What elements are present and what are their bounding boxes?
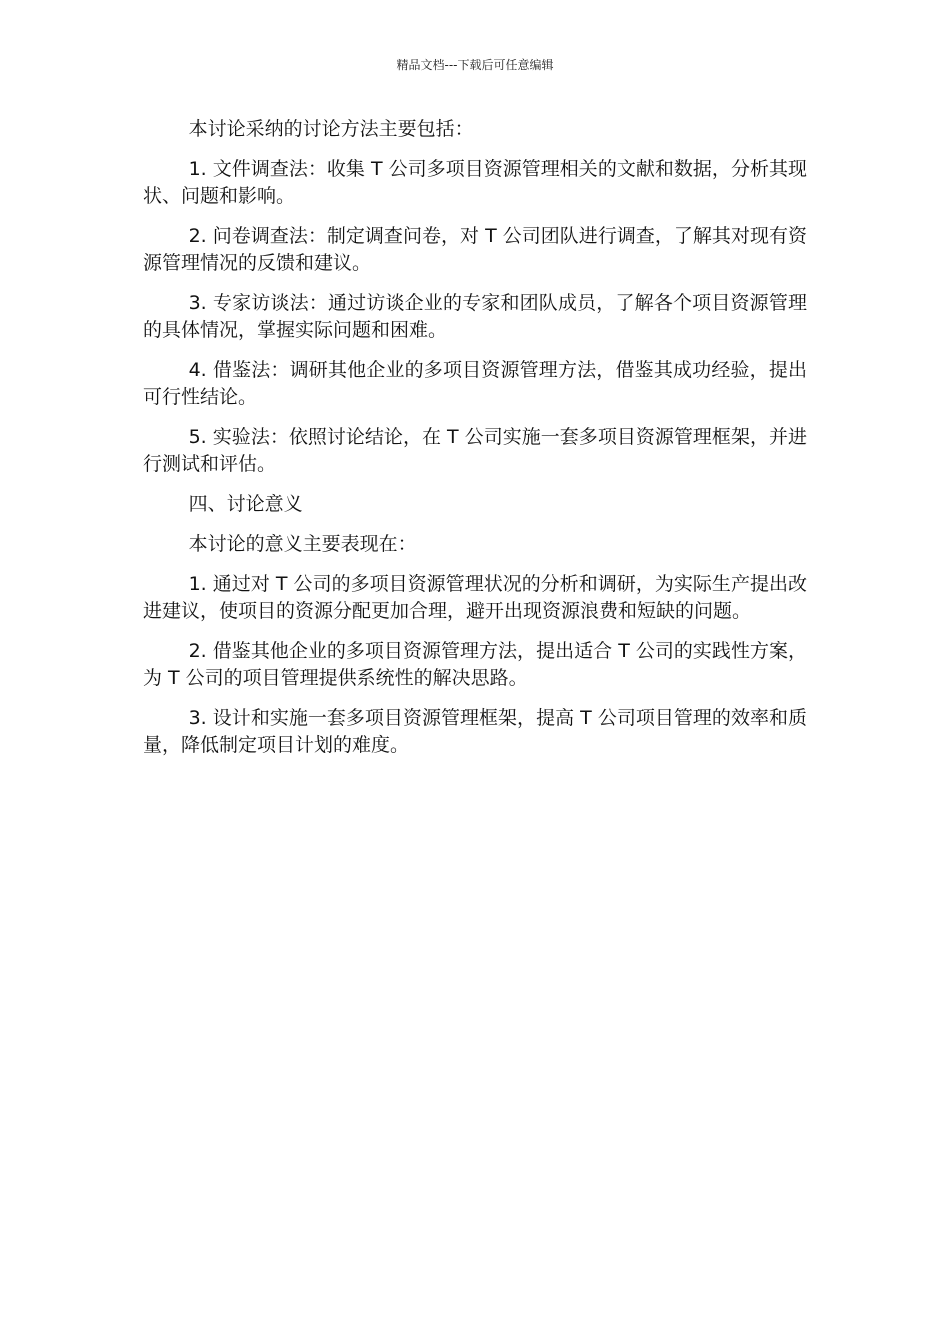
- section-heading-significance: 四、讨论意义: [188, 493, 303, 515]
- method-questionnaire: 2. 问卷调查法：制定调查问卷，对 T 公司团队进行调查，了解其对现有资源管理情况的反馈和建议。: [143, 225, 807, 274]
- document-body: [143, 116, 807, 772]
- significance-item-3: 3. 设计和实施一套多项目资源管理框架，提高 T 公司项目管理的效率和质量，降低制定项目计划的难度。: [143, 707, 807, 756]
- significance-item-2: 2. 借鉴其他企业的多项目资源管理方法，提出适合 T 公司的实践性方案，为 T 公司的项目管理提供系统性的解决思路。: [143, 640, 807, 689]
- method-document-survey: 1. 文件调查法：收集 T 公司多项目资源管理相关的文献和数据，分析其现状、问题和影响。: [143, 158, 807, 207]
- significance-intro: 本讨论的意义主要表现在：: [188, 533, 417, 555]
- page-header: 精品文档---下载后可任意编辑: [396, 58, 554, 72]
- significance-item-1: 1. 通过对 T 公司的多项目资源管理状况的分析和调研，为实际生产提出改进建议，使项目的资源分配更加合理，避开出现资源浪费和短缺的问题。: [143, 573, 807, 622]
- method-expert-interview: 3. 专家访谈法：通过访谈企业的专家和团队成员，了解各个项目资源管理的具体情况，掌握实际问题和困难。: [143, 292, 807, 341]
- method-experiment: 5. 实验法：依照讨论结论，在 T 公司实施一套多项目资源管理框架，并进行测试和评估。: [143, 426, 807, 475]
- intro-methods-paragraph: 本讨论采纳的讨论方法主要包括：: [188, 118, 474, 140]
- method-reference: 4. 借鉴法：调研其他企业的多项目资源管理方法，借鉴其成功经验，提出可行性结论。: [143, 359, 807, 408]
